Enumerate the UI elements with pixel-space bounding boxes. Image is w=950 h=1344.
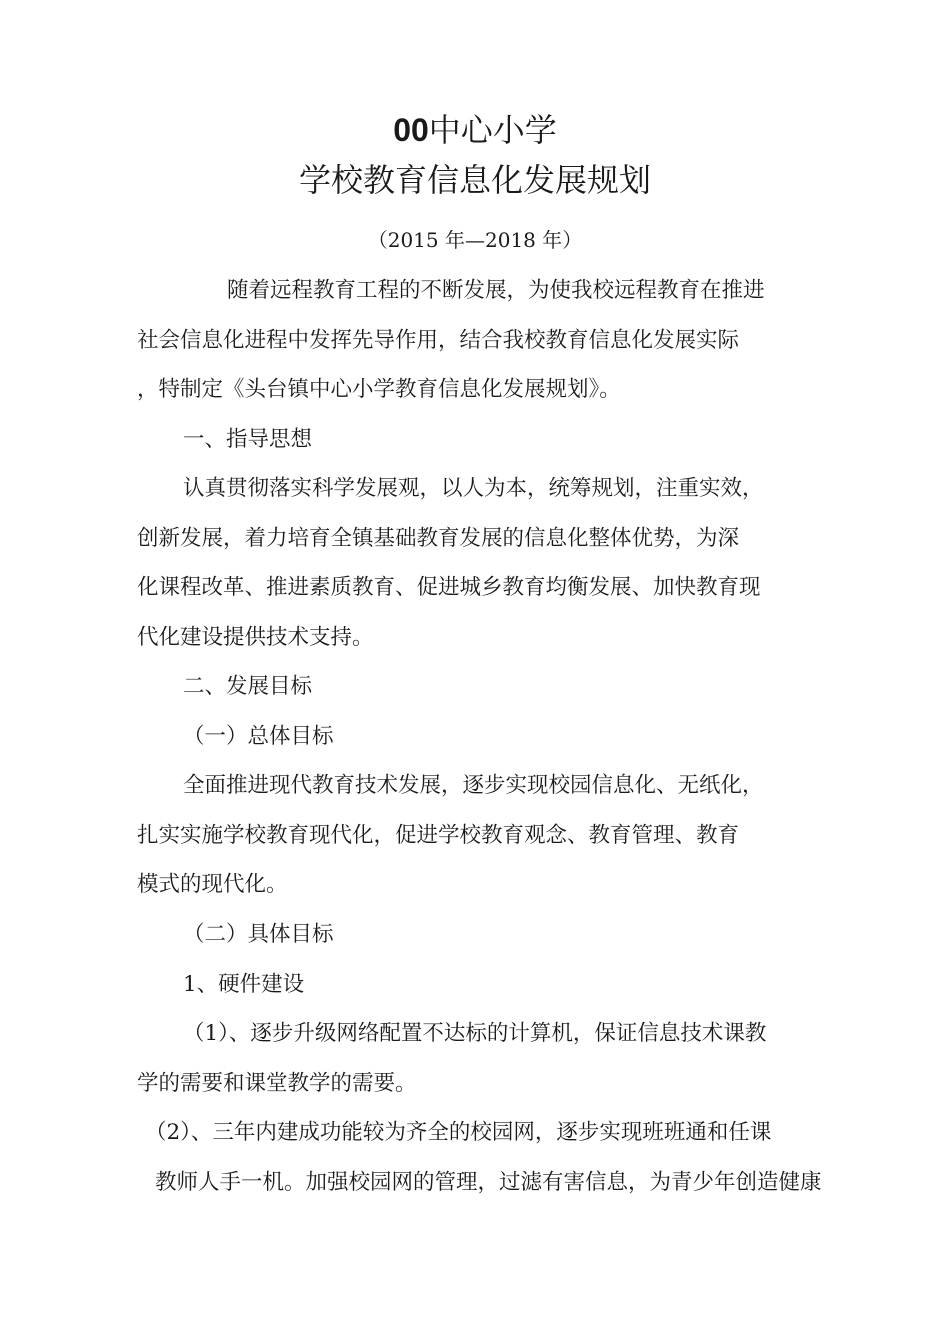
sub1-line-3: 模式的现代化。	[137, 872, 288, 897]
item1-1-line-1: （1）、逐步升级网络配置不达标的计算机，保证信息技术课教	[183, 1021, 767, 1046]
item-heading-hardware: 1、硬件建设	[183, 972, 305, 997]
document-title: 学校教育信息化发展规划	[298, 161, 651, 199]
sec1-line-4: 代化建设提供技术支持。	[137, 625, 374, 650]
subsection-heading-overall: （一）总体目标	[183, 724, 334, 749]
intro-line-2: 社会信息化进程中发挥先导作用，结合我校教育信息化发展实际	[137, 328, 740, 353]
section-heading-guiding-ideology: 一、指导思想	[183, 427, 313, 452]
school-number: 00	[393, 112, 429, 148]
sub1-line-1: 全面推进现代教育技术发展，逐步实现校园信息化、无纸化，	[183, 773, 764, 798]
intro-line-3: ，特制定《头台镇中心小学教育信息化发展规划》。	[137, 377, 621, 402]
subsection-heading-specific: （二）具体目标	[183, 922, 334, 947]
sec1-line-3: 化课程改革、推进素质教育、促进城乡教育均衡发展、加快教育现	[137, 575, 761, 600]
sec1-line-2: 创新发展，着力培育全镇基础教育发展的信息化整体优势，为深	[137, 526, 740, 551]
item1-2-line-2: 教师人手一机。加强校园网的管理，过滤有害信息，为青少年创造健康	[155, 1170, 822, 1195]
sub1-line-2: 扎实实施学校教育现代化，促进学校教育观念、教育管理、教育	[137, 823, 740, 848]
school-title	[0, 108, 950, 152]
plan-period: （2015 年—2018 年）	[367, 228, 583, 252]
intro-line-1: 随着远程教育工程的不断发展，为使我校远程教育在推进	[227, 278, 765, 303]
sec1-line-1: 认真贯彻落实科学发展观，以人为本，统筹规划，注重实效，	[183, 476, 764, 501]
item1-1-line-2: 学的需要和课堂教学的需要。	[137, 1071, 417, 1096]
item1-2-line-1: （2）、三年内建成功能较为齐全的校园网，逐步实现班班通和任课	[145, 1120, 772, 1145]
section-heading-goals: 二、发展目标	[183, 674, 313, 699]
school-name: 中心小学	[428, 111, 557, 149]
